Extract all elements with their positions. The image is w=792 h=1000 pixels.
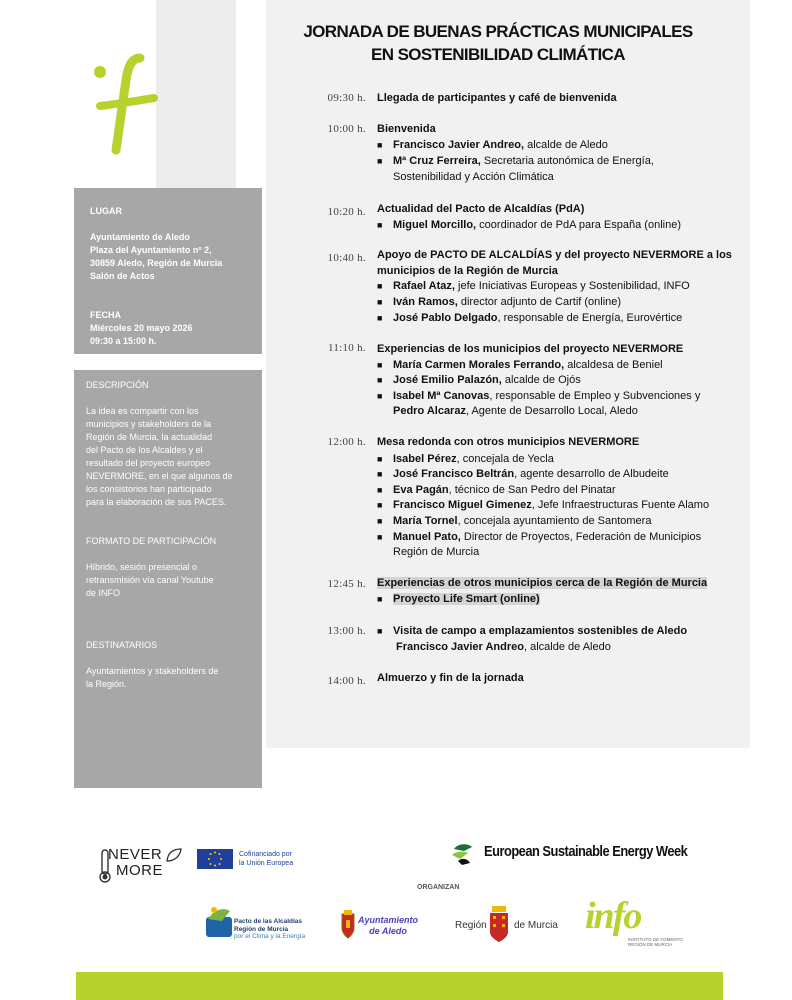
- destinatarios-line: Ayuntamientos y stakeholders de: [86, 666, 219, 676]
- lugar-line: Plaza del Ayuntamiento nº 2,: [90, 245, 212, 255]
- agenda-item: ■ Eva Pagán, técnico de San Pedro del Pinatar: [377, 484, 616, 496]
- formato-line: de INFO: [86, 588, 121, 598]
- destinatarios-line: la Región.: [86, 679, 127, 689]
- agenda-title: Actualidad del Pacto de Alcaldías (PdA): [377, 203, 585, 215]
- green-f-logo-icon: [86, 50, 162, 162]
- decorative-block: [156, 0, 236, 28]
- fecha-line: 09:30 a 15:00 h.: [90, 336, 157, 346]
- lugar-line: 30859 Aledo, Región de Murcia: [90, 258, 223, 268]
- agenda-time: 12:45 h.: [327, 578, 366, 590]
- descripcion-line: La idea es compartir con los: [86, 406, 199, 416]
- destinatarios-heading: DESTINATARIOS: [86, 640, 158, 650]
- agenda-time: 10:20 h.: [327, 206, 366, 218]
- region-murcia-right: de Murcia: [514, 920, 558, 931]
- nevermore-bottom: MORE: [116, 862, 163, 879]
- agenda-title: Bienvenida: [377, 123, 436, 135]
- descripcion-line: Región de Murcia, la actualidad: [86, 432, 213, 442]
- descripcion-line: los consistorios han participado: [86, 484, 212, 494]
- pacto-line: Pacto de las Alcaldías: [234, 918, 303, 925]
- descripcion-line: resultado del proyecto europeo: [86, 458, 211, 468]
- lugar-line: Ayuntamiento de Aledo: [90, 232, 190, 242]
- agenda-time: 09:30 h.: [327, 92, 366, 104]
- info-logo: info: [585, 895, 641, 937]
- agenda-title: Apoyo de PACTO DE ALCALDÍAS y del proyecto NEVERMORE a los: [377, 249, 732, 261]
- info-sub-line: INSTITUTO DE FOMENTO: [628, 937, 683, 942]
- agenda-item-continued: Francisco Javier Andreo, alcalde de Aledo: [396, 641, 611, 653]
- lugar-heading: LUGAR: [90, 206, 122, 216]
- eu-cofinance-label: [239, 850, 293, 868]
- agenda-item: ■ Rafael Ataz, jefe Iniciativas Europeas y Sostenibilidad, INFO: [377, 280, 690, 292]
- formato-heading: FORMATO DE PARTICIPACIÓN: [86, 536, 217, 546]
- agenda-item: ■ José Francisco Beltrán, agente desarrollo de Albudeite: [377, 468, 669, 480]
- descripcion-line: municipios y stakeholders de la: [86, 419, 212, 429]
- agenda-item: ■ María Tornel, concejala ayuntamiento de Santomera: [377, 515, 652, 527]
- ayto-line: Ayuntamiento: [358, 915, 419, 925]
- agenda-title: Llegada de participantes y café de bienvenida: [377, 92, 617, 104]
- eu-flag-icon: [197, 849, 233, 869]
- agenda-item: ■ Visita de campo a emplazamientos sostenibles de Aledo: [377, 625, 688, 637]
- esew-label: European Sustainable Energy Week: [484, 843, 688, 860]
- fecha-line: Miércoles 20 mayo 2026: [90, 323, 193, 333]
- agenda-item: ■ Miguel Morcillo, coordinador de PdA para España (online): [377, 219, 681, 231]
- agenda-title-line2: municipios de la Región de Murcia: [377, 265, 558, 277]
- agenda-title: Experiencias de los municipios del proyecto NEVERMORE: [377, 343, 684, 355]
- footer-green-bar: [76, 972, 723, 1000]
- agenda-time: 12:00 h.: [327, 436, 366, 448]
- title-line: EN SOSTENIBILIDAD CLIMÁTICA: [371, 45, 625, 64]
- nevermore-top: NEVER: [108, 846, 163, 863]
- agenda-item: ■ Proyecto Life Smart (online): [377, 593, 540, 605]
- agenda-title: Experiencias de otros municipios cerca de la Región de Murcia: [377, 577, 708, 589]
- agenda-time: 11:10 h.: [327, 342, 366, 354]
- descripcion-heading: DESCRIPCIÓN: [86, 380, 149, 390]
- agenda-item: ■ Francisco Javier Andreo, alcalde de Aledo: [377, 139, 608, 151]
- agenda-title-wrap: [377, 576, 707, 592]
- agenda-item: ■ Isabel Mª Canovas, responsable de Empleo y Subvenciones y: [377, 390, 701, 402]
- esew-logo-icon: [450, 841, 476, 867]
- agenda-title: Mesa redonda con otros municipios NEVERMORE: [377, 436, 640, 448]
- fecha-heading: FECHA: [90, 310, 121, 320]
- descripcion-line: NEVERMORE, en el que algunos de: [86, 471, 233, 481]
- agenda-time: 10:00 h.: [327, 123, 366, 135]
- agenda-item: ■ Manuel Pato, Director de Proyectos, Federación de Municipios: [377, 531, 702, 543]
- eu-line: la Unión Europea: [239, 860, 294, 867]
- location-date-box: [74, 188, 262, 354]
- formato-line: Híbrido, sesión presencial o: [86, 562, 198, 572]
- ayuntamiento-aledo-label: [358, 915, 418, 937]
- agenda-item-continued: Región de Murcia: [393, 546, 480, 558]
- decorative-block: [156, 28, 236, 188]
- organizan-label: ORGANIZAN: [417, 884, 460, 891]
- info-sub-line: REGIÓN DE MURCIA: [628, 942, 673, 947]
- description-box: [74, 370, 262, 788]
- descripcion-line: para la elaboración de sus PACES.: [86, 497, 227, 507]
- nevermore-logo: [98, 846, 188, 886]
- agenda-time: 13:00 h.: [327, 625, 366, 637]
- title-line: JORNADA DE BUENAS PRÁCTICAS MUNICIPALES: [303, 22, 693, 41]
- agenda-item-continued: Pedro Alcaraz, Agente de Desarrollo Local, Aledo: [393, 405, 638, 417]
- page-title: [266, 20, 730, 66]
- agenda-item: ■ José Emilio Palazón, alcalde de Ojós: [377, 374, 581, 386]
- agenda-time: 10:40 h.: [327, 252, 366, 264]
- ayto-line: de Aledo: [369, 926, 407, 936]
- agenda-item-continued: Sostenibilidad y Acción Climática: [393, 171, 554, 183]
- agenda-item: ■ Isabel Pérez, concejala de Yecla: [377, 453, 554, 465]
- agenda-item: ■ Iván Ramos, director adjunto de Cartif (online): [377, 296, 622, 308]
- pacto-alcaldias-label: [234, 918, 305, 941]
- agenda-item: ■ Francisco Miguel Gimenez, Jefe Infraestructuras Fuente Alamo: [377, 499, 710, 511]
- formato-line: retransmisión vía canal Youtube: [86, 575, 214, 585]
- descripcion-line: del Pacto de los Alcaldes y el: [86, 445, 203, 455]
- agenda-title: Almuerzo y fin de la jornada: [377, 672, 524, 684]
- region-murcia-shield-icon: [488, 906, 510, 944]
- agenda-item: ■ José Pablo Delgado, responsable de Energía, Eurovértice: [377, 312, 683, 324]
- leaf-icon: [166, 848, 182, 862]
- lugar-line: Salón de Actos: [90, 271, 155, 281]
- aledo-coat-of-arms-icon: [338, 910, 358, 940]
- agenda-time: 14:00 h.: [327, 675, 366, 687]
- agenda-item: ■ María Carmen Morales Ferrando, alcaldesa de Beniel: [377, 359, 663, 371]
- info-sub-label: [628, 937, 683, 947]
- agenda-item: ■ Mª Cruz Ferreira, Secretaria autonómica de Energía,: [377, 155, 654, 167]
- pacto-alcaldias-logo-icon: [204, 905, 234, 939]
- region-murcia-left: Región: [455, 920, 487, 931]
- pacto-line: Región de Murcia: [234, 925, 289, 933]
- pacto-line: por el Clima y la Energía: [234, 933, 306, 940]
- eu-line: Cofinanciado por: [239, 851, 292, 858]
